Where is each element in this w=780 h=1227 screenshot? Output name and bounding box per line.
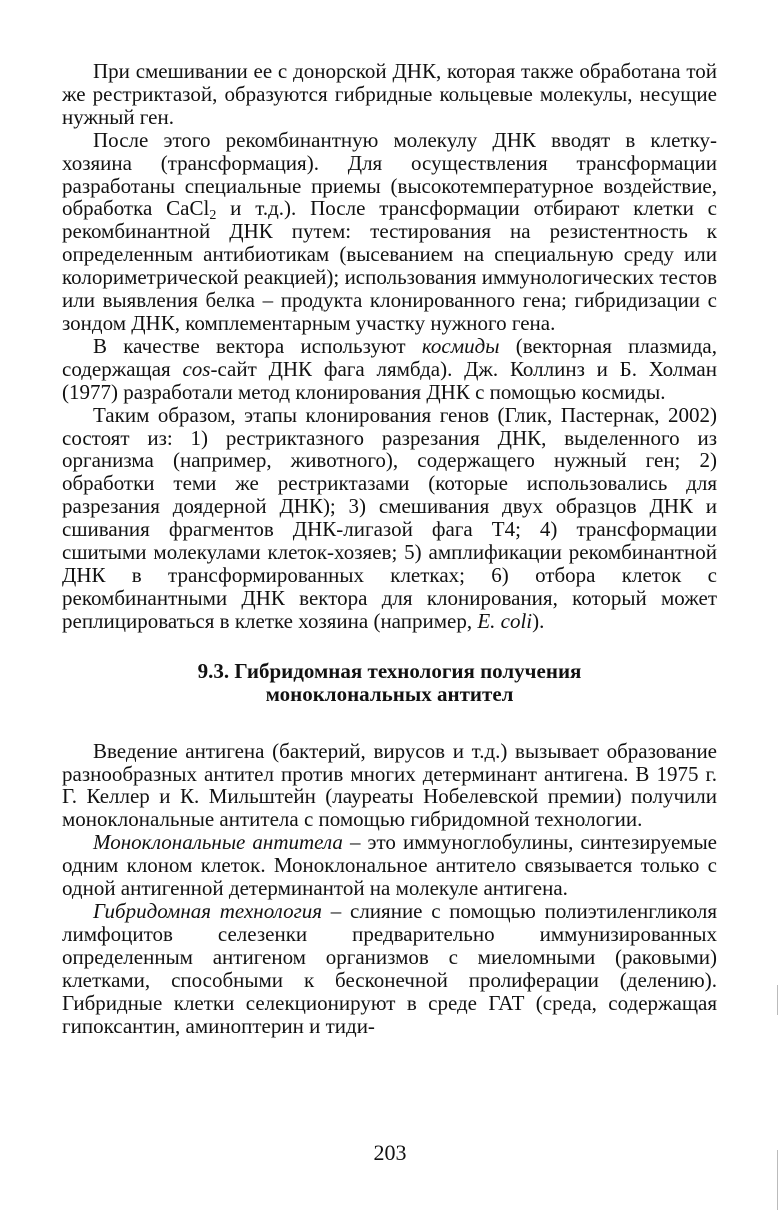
- page-text: [62, 60, 717, 1037]
- section-heading-line-1: 9.3. Гибридомная технология получения: [197, 658, 582, 683]
- paragraph-monoclonal-antibodies: Моноклональные антитела – это иммуноглобулины, синтезируемые одним клоном клеток. Моноклональное антитело связывается только с одной антигенной детерминантой на молекуле антигена.: [62, 830, 717, 901]
- term-monoclonal-antibodies: Моноклональные антитела: [93, 830, 343, 855]
- paragraph-cosmids: В качестве вектора используют космиды (векторная плазмида, содержащая cos-сайт ДНК фага лямбда). Дж. Коллинз и Б. Холман (1977) разработали метод клонирования ДНК с помощью космиды.: [62, 333, 717, 404]
- paragraph-hybridoma-technology: Гибридомная технология – слияние с помощью полиэтиленгликоля лимфоцитов селезенки предварительно иммунизированных определенным антигеном организмов с миеломными (раковыми) клетками, способными к бесконечной пролиферации (делению). Гибридные клетки селекционируют в среде ГАТ (среда, содержащая гипоксантин, аминоптерин и тиди-: [62, 899, 717, 1038]
- paragraph-recombinant-molecules: При смешивании ее с донорской ДНК, которая также обработана той же рестриктазой, образуются гибридные кольцевые молекулы, несущие нужный ген.: [62, 59, 717, 129]
- scan-edge-mark: [777, 985, 778, 1015]
- section-heading: [62, 660, 717, 706]
- paragraph-cloning-steps: Таким образом, этапы клонирования генов (Глик, Пастернак, 2002) состоят из: 1) рестриктазного разрезания ДНК, выделенного из организма (например, животного), содержащего нужный ген; 2) обработки теми же рестриктазами (которые использовались для разрезания доядерной ДНК); 3) смешивания двух образцов ДНК и сшивания фрагментов ДНК-лигазой фага Т4; 4) трансформации сшитыми молекулами клеток-хозяев; 5) амплификации рекомбинантной ДНК в трансформированных клетках; 6) отбора клеток с рекомбинантными ДНК вектора для клонирования, который может реплицироваться в клетке хозяина (например, E. coli).: [62, 402, 717, 633]
- paragraph-antigen: Введение антигена (бактерий, вирусов и т.д.) вызывает образование разнообразных антител против многих детерминант антигена. В 1975 г. Г. Келлер и К. Мильштейн (лауреаты Нобелевской премии) получили моноклональные антитела с помощью гибридомной технологии.: [62, 738, 717, 832]
- term-cos: cos: [182, 356, 211, 381]
- page-number: 203: [373, 1140, 407, 1165]
- term-e-coli: E. coli: [477, 608, 533, 633]
- scan-edge-mark: [777, 1150, 778, 1210]
- paragraph-transformation: После этого рекомбинантную молекулу ДНК вводят в клетку-хозяина (трансформация). Для осуществления трансформации разработаны специальные приемы (высокотемпературное воздействие, обработка CaCl$_2$ и т.д.). После трансформации отбирают клетки с рекомбинантной ДНК путем: тестирования на резистентность к определенным антибиотикам (высеванием на специальную среду или колориметрической реакцией); использования иммунологических тестов или выявления белка – продукта клонированного гена; гибридизации с зондом ДНК, комплементарным участку нужного гена.: [62, 127, 717, 335]
- term-hybridoma-technology: Гибридомная технология: [93, 899, 323, 923]
- section-heading-line-2: моноклональных антител: [265, 681, 514, 706]
- term-cosmids: космиды: [421, 333, 500, 358]
- subscript-2: 2: [209, 208, 217, 224]
